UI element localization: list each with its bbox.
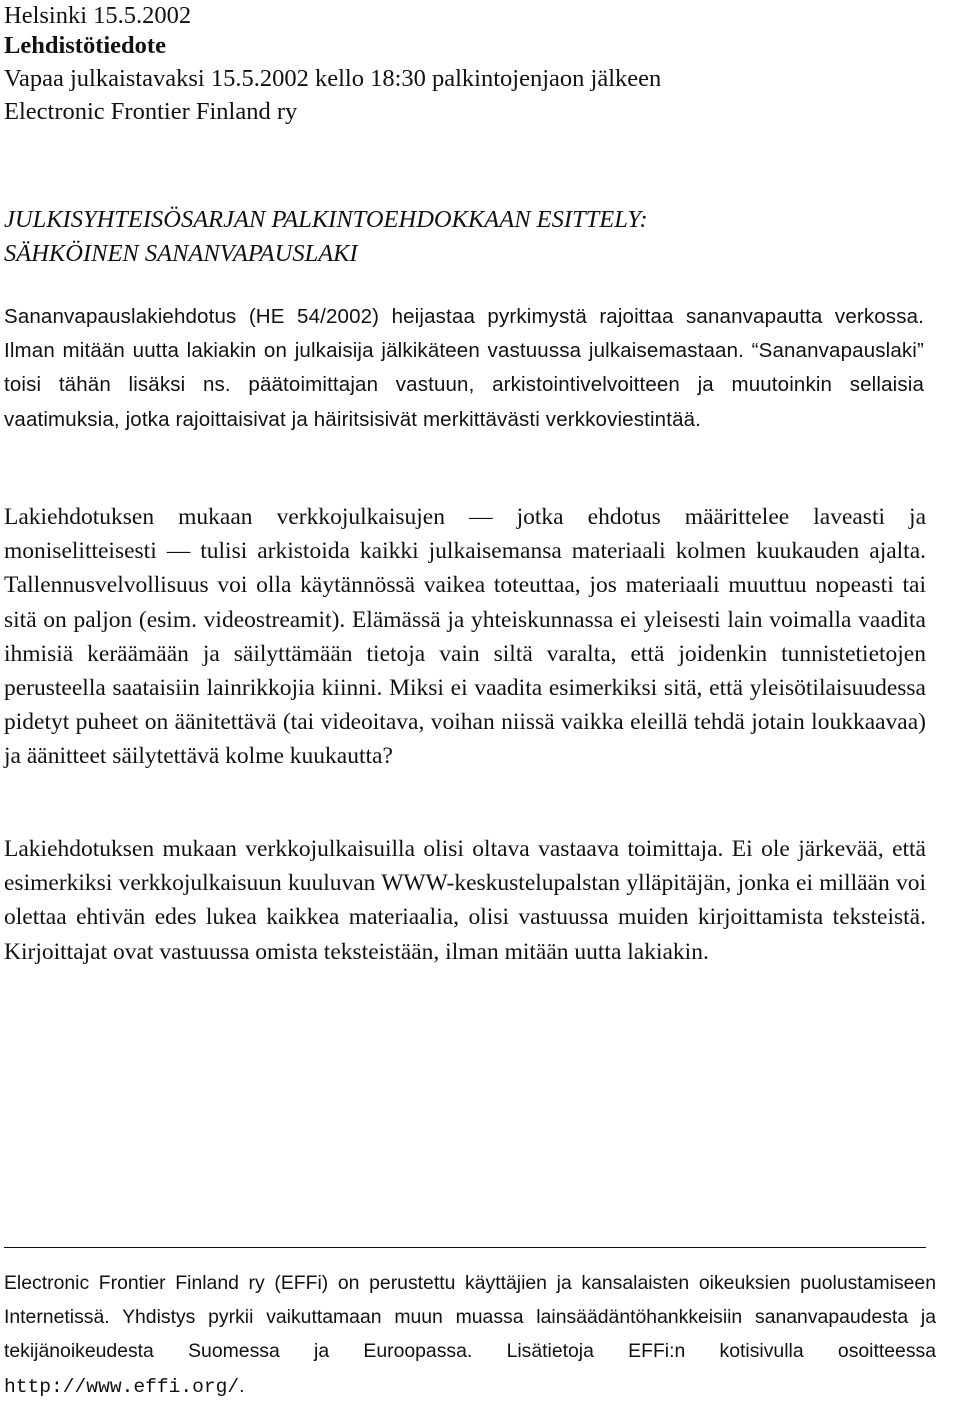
- paragraph-2-part-c: tulisi arkistoida kaikki julkaisemansa materiaali kolmen kuukauden ajalta. Tallennusvelvollisuus voi olla käytännössä vaikea toteuttaa, jos materiaali muuttuu nopeasti tai sitä on paljon (esim. videostreamit). Elämässä ja yhteiskunnassa ei yleisesti lain voimalla vaadita ihmisiä keräämään ja säilyttämään tietoja vain siltä varalta, että joidenkin tunnistetietojen perusteella saataisiin lainrikkojia kiinni. Miksi ei vaadita esimerkiksi sitä, että yleisötilaisuudessa pidetyt puheet on äänitettävä (tai videoitava, voihan niissä vaikka eleillä tehdä jotain loukkaavaa) ja äänitteet säilytettävä kolme kuukautta?: [4, 538, 927, 770]
- footer-end: .: [239, 1374, 245, 1397]
- footer-divider: [4, 1247, 926, 1248]
- paragraph-1: [4, 300, 924, 437]
- paragraph-2: [4, 500, 926, 774]
- place-date: Helsinki 15.5.2002: [4, 2, 192, 29]
- paragraph-3: [4, 832, 926, 969]
- em-dash: —: [469, 504, 493, 530]
- press-release-title-line-2: SÄHKÖINEN SANANVAPAUSLAKI: [4, 240, 358, 267]
- paragraph-3-text: Lakiehdotuksen mukaan verkkojulkaisuilla olisi oltava vastaava toimittaja. Ei ole järkevää, että esimerkiksi verkkojulkaisuun kuuluvan WWW-keskustelupalstan ylläpitäjän, jonka ei millään voi olettaa ehtivän edes lukea kaikkea materiaalia, olisi vastuussa muiden kirjoittamista teksteistä. Kirjoittajat ovat vastuussa omista teksteistään, ilman mitään uutta lakiakin.: [4, 836, 926, 965]
- footer-note: [4, 1266, 936, 1404]
- em-dash: —: [166, 538, 191, 565]
- press-release-title-line-1: JULKISYHTEISÖSARJAN PALKINTOEHDOKKAAN ESITTELY:: [4, 206, 648, 233]
- organization-name: Electronic Frontier Finland ry: [4, 98, 298, 125]
- paragraph-2-part-a: Lakiehdotuksen mukaan verkkojulkaisujen: [4, 504, 445, 530]
- document-type: Lehdistötiedote: [4, 32, 166, 59]
- paragraph-2-part-b: jotka ehdotus määrittelee laveasti ja moniselitteisesti: [4, 504, 927, 565]
- effi-url: http://www.effi.org/: [4, 1375, 240, 1398]
- release-note: Vapaa julkaistavaksi 15.5.2002 kello 18:30 palkintojenjaon jälkeen: [4, 65, 662, 92]
- paragraph-1-text: Sananvapauslakiehdotus (HE 54/2002) heijastaa pyrkimystä rajoittaa sananvapautta verkossa. Ilman mitään uutta lakiakin on julkaisija jälkikäteen vastuussa julkaisemastaan. “Sananvapauslaki” toisi tähän lisäksi ns. päätoimittajan vastuun, arkistointivelvoitteen ja muutoinkin sellaisia vaatimuksia, jotka rajoittaisivat ja häiritsisivät merkittävästi verkkoviestintää.: [4, 305, 924, 431]
- footer-text: Electronic Frontier Finland ry (EFFi) on perustettu käyttäjien ja kansalaisten oikeuksien puolustamiseen Internetissä. Yhdistys pyrkii vaikuttamaan muun muassa lainsäädäntöhankkeisiin sananvapaudesta ja tekijänoikeudesta Suomessa ja Euroopassa. Lisätietoja EFFi:n kotisivulla osoitteessa: [4, 1272, 936, 1363]
